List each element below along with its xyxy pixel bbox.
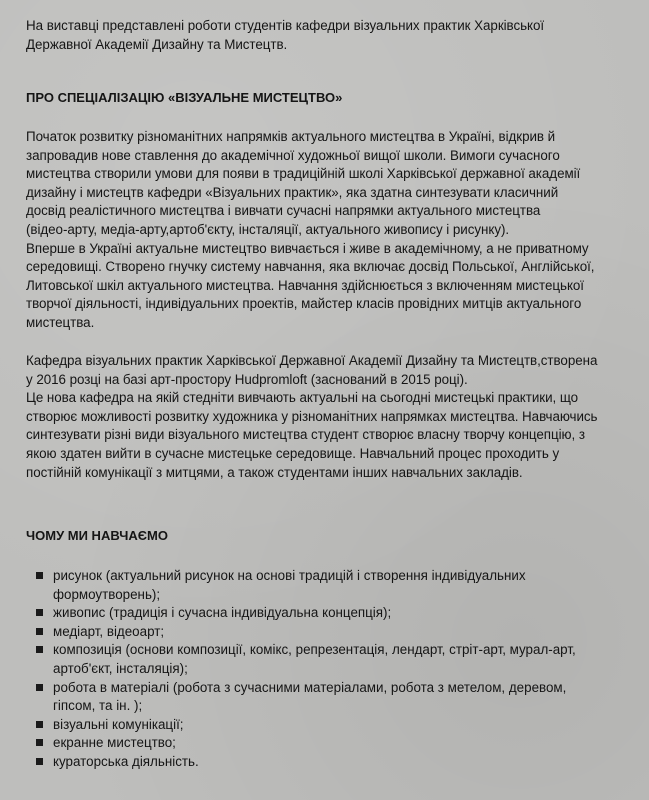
square-bullet-icon	[36, 609, 43, 616]
list-item	[31, 567, 631, 604]
paragraph-line: дизайну і мистецтв кафедри «Візуальних практик», яка здатна синтезувати класичний	[26, 184, 559, 200]
square-bullet-icon	[36, 646, 43, 653]
square-bullet-icon	[36, 684, 43, 691]
intro-line: На виставці представлені роботи студентів кафедри візуальних практик Харківської	[26, 18, 545, 33]
paragraph-line: мистецтва створили умови для появи в традиційній школі Харківської державної академії	[26, 166, 581, 182]
list-item-text: кураторська діяльність.	[53, 753, 199, 769]
paragraph-line: (відео-арту, медіа-арту,артоб'єкту, інсталяції, актуального живопису і рисунку).	[26, 221, 510, 237]
square-bullet-icon	[36, 572, 43, 579]
paragraph-line: досвід реалістичного мистецтва і вивчати сучасні напрямки актуального мистецтва	[26, 203, 541, 219]
specialization-heading: ПРО СПЕЦІАЛІЗАЦІЮ «ВІЗУАЛЬНЕ МИСТЕЦТВО»	[26, 90, 343, 105]
paragraph-line: Литовської шкіл актуального мистецтва. Навчання здійснюється з включенням мистецької	[26, 277, 584, 293]
square-bullet-icon	[36, 721, 43, 728]
specialization-paragraph-2	[26, 352, 630, 482]
paragraph-line: Це нова кафедра на якій стедніти вивчають актуальні на сьогодні мистецькі практики, що	[26, 390, 579, 406]
square-bullet-icon	[36, 628, 43, 635]
paragraph-line: синтезувати різні види візуального мистецтва студент створює власну творчу концепцію, з	[26, 427, 585, 443]
list-item-text: артоб'єкт, інсталяція);	[53, 660, 188, 676]
paragraph-line: створює можливості розвитку художника у різноманітних напрямках мистецтва. Навчаючись	[26, 408, 598, 424]
paragraph-line: якою здатен вийти в сучасне мистецьке середовище. Навчальний процес проходить у	[26, 445, 560, 461]
paragraph-line: у 2016 розці на базі арт-простору Hudpromloft (заснований в 2015 році).	[26, 371, 468, 387]
intro-paragraph	[26, 17, 630, 54]
paragraph-line: Вперше в Україні актуальне мистецтво вивчається і живе в академічному, а не приватному	[26, 240, 589, 256]
paragraph-line: творчої діяльності, індивідуальних проектів, майстер класів провідних митців актуального	[26, 296, 582, 312]
list-item-text: робота в матеріалі (робота з сучасними матеріалами, робота з метелом, деревом,	[53, 679, 567, 695]
list-item	[31, 623, 631, 642]
list-item-text: візуальні комунікації;	[53, 716, 184, 732]
specialization-paragraph-1	[26, 128, 630, 333]
list-item	[31, 716, 631, 735]
paragraph-line: запровадив нове ставлення до академічної художньої вищої школи. Вимоги сучасного	[26, 147, 560, 163]
list-item	[31, 641, 631, 678]
list-item-text: композиція (основи композиції, комікс, репрезентація, лендарт, стріт-арт, мурал-арт,	[53, 642, 576, 658]
list-item-text: живопис (традиція і сучасна індивідуальна концепція);	[53, 605, 392, 621]
list-item	[31, 753, 631, 772]
square-bullet-icon	[36, 758, 43, 765]
teaching-heading: ЧОМУ МИ НАВЧАЄМО	[26, 528, 168, 543]
list-item-text: гіпсом, та ін. );	[53, 698, 143, 714]
square-bullet-icon	[36, 739, 43, 746]
teaching-list	[31, 567, 631, 772]
list-item	[31, 604, 631, 623]
paragraph-line: середовищі. Створено гнучку систему навчання, яка включає досвід Польської, Англійської,	[26, 259, 595, 275]
list-item	[31, 679, 631, 716]
list-item-text: формоутворень);	[53, 586, 161, 602]
paragraph-line: Початок розвитку різноманітних напрямків актуального мистецтва в Україні, відкрив й	[26, 129, 556, 144]
paragraph-line: мистецтва.	[26, 314, 95, 330]
list-item-text: екранне мистецтво;	[53, 735, 176, 751]
intro-line: Державної Академії Дизайну та Мистецтв.	[26, 36, 288, 52]
list-item-text: рисунок (актуальний рисунок на основі традицій і створення індивідуальних	[53, 568, 526, 583]
paragraph-line: постійній комунікації з митцями, а також студентами інших навчальних закладів.	[26, 464, 523, 480]
list-item-text: медіарт, відеоарт;	[53, 623, 165, 639]
paragraph-line: Кафедра візуальних практик Харківської Державної Академії Дизайну та Мистецтв,створена	[26, 353, 598, 368]
list-item	[31, 734, 631, 753]
